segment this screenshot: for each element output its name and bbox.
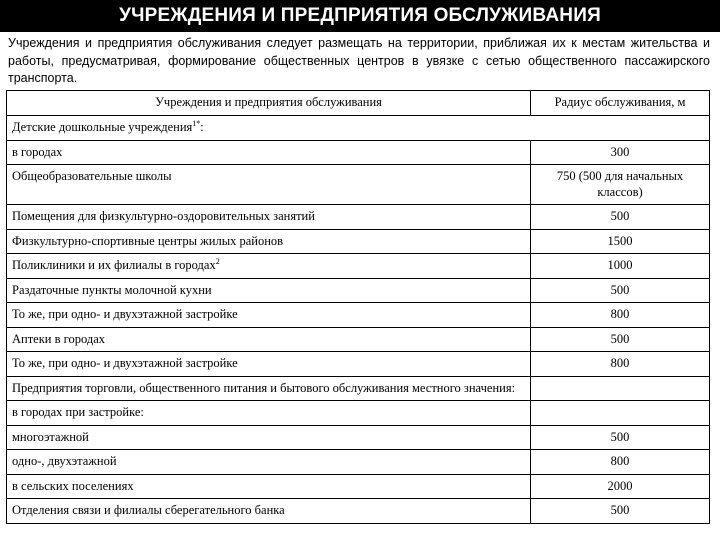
- table-row: [7, 425, 710, 450]
- table-row: [7, 450, 710, 475]
- header-radius: Радиус обслуживания, м: [531, 91, 710, 116]
- row-institution: [7, 140, 531, 165]
- row-institution: [7, 116, 710, 141]
- table-row: [7, 254, 710, 279]
- row-institution-text: То же, при одно- и двухэтажной застройке: [12, 356, 238, 370]
- row-institution: [7, 474, 531, 499]
- row-radius: 800: [531, 352, 710, 377]
- table-row: [7, 205, 710, 230]
- row-institution: [7, 205, 531, 230]
- table-row: [7, 376, 710, 401]
- table-row: [7, 140, 710, 165]
- footnote-mark: 1*: [192, 118, 201, 128]
- row-radius: 300: [531, 140, 710, 165]
- table-row: [7, 327, 710, 352]
- row-radius: [531, 401, 710, 426]
- row-institution-text: Физкультурно-спортивные центры жилых районов: [12, 233, 284, 248]
- intro-paragraph: Учреждения и предприятия обслуживания следует размещать на территории, приближая их к местам жительства и работы, предусматривая, формирование общественных центров в увязке с сетью общественного пассажирского транспорта.: [8, 36, 710, 85]
- table-row: [7, 303, 710, 328]
- row-radius: 1500: [531, 229, 710, 254]
- row-institution: [7, 499, 531, 524]
- header-institution: Учреждения и предприятия обслуживания: [7, 91, 531, 116]
- row-institution-text: Общеобразовательные школы: [12, 169, 172, 183]
- table-row: [7, 229, 710, 254]
- row-institution: [7, 376, 531, 401]
- row-institution-text: Поликлиники и их филиалы в городах: [12, 258, 216, 272]
- row-radius: [531, 376, 710, 401]
- row-radius: 500: [531, 205, 710, 230]
- row-institution-text: многоэтажной: [12, 429, 89, 444]
- row-institution-text: Предприятия торговли, общественного питания и бытового обслуживания местного значения:: [12, 380, 516, 395]
- row-institution-text: Аптеки в городах: [12, 331, 106, 346]
- row-radius: 1000: [531, 254, 710, 279]
- row-institution: [7, 450, 531, 475]
- row-radius: 2000: [531, 474, 710, 499]
- table-row: [7, 278, 710, 303]
- row-institution-text: в городах: [12, 144, 63, 159]
- row-institution: [7, 229, 531, 254]
- footnote-mark: 2: [215, 256, 220, 266]
- table-row: [7, 401, 710, 426]
- row-institution-text: одно-, двухэтажной: [12, 454, 117, 468]
- table-row: [7, 499, 710, 524]
- row-radius: 500: [531, 327, 710, 352]
- row-institution: [7, 303, 531, 328]
- row-institution-text: То же, при одно- и двухэтажной застройке: [12, 307, 238, 321]
- row-institution: [7, 425, 531, 450]
- row-institution-text: в сельских поселениях: [12, 478, 134, 493]
- table-row: [7, 165, 710, 205]
- service-radius-table: [6, 90, 710, 524]
- row-radius: 800: [531, 450, 710, 475]
- row-institution: [7, 165, 531, 205]
- row-institution-text: Отделения связи и филиалы сберегательного банка: [12, 503, 285, 517]
- row-radius: 500: [531, 425, 710, 450]
- row-radius: 800: [531, 303, 710, 328]
- row-institution: [7, 401, 531, 426]
- row-radius: 500: [531, 278, 710, 303]
- row-radius: 750 (500 для начальных классов): [531, 165, 710, 205]
- row-institution: [7, 352, 531, 377]
- row-institution: [7, 327, 531, 352]
- row-institution: [7, 254, 531, 279]
- row-institution: [7, 278, 531, 303]
- row-institution-text: Детские дошкольные учреждения: [12, 120, 193, 134]
- row-institution-text: в городах при застройке:: [12, 405, 144, 419]
- table-row: [7, 474, 710, 499]
- row-radius: 500: [531, 499, 710, 524]
- row-suffix: :: [200, 120, 204, 134]
- page-title: УЧРЕЖДЕНИЯ И ПРЕДПРИЯТИЯ ОБСЛУЖИВАНИЯ: [0, 0, 720, 32]
- table-row: [7, 352, 710, 377]
- row-institution-text: Раздаточные пункты молочной кухни: [12, 282, 212, 297]
- table-header-row: [7, 91, 710, 116]
- row-institution-text: Помещения для физкультурно-оздоровительных занятий: [12, 209, 315, 223]
- table-row: [7, 116, 710, 141]
